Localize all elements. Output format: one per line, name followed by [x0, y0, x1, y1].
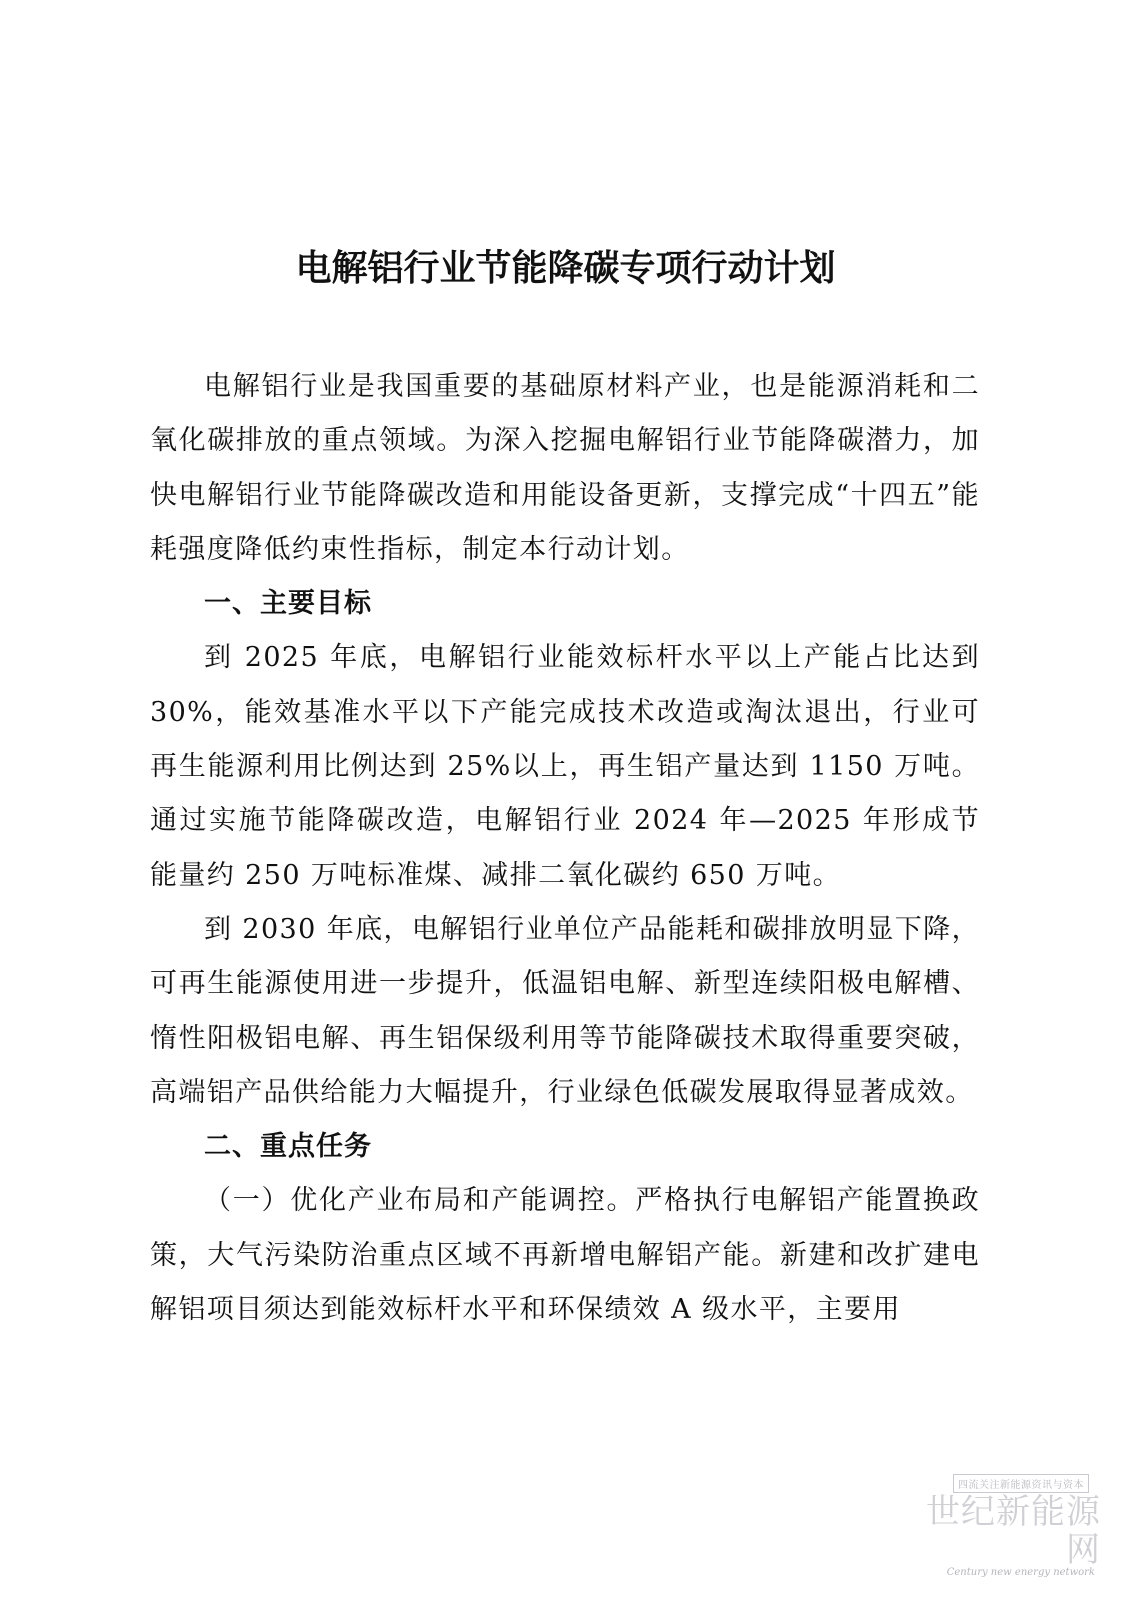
task-1-text: 严格执行电解铝产能置换政策，大气污染防治重点区域不再新增电解铝产能。新建和改扩建电解铝项目须达到能效标杆水平和环保绩效 A 级水平，主要用	[150, 1185, 980, 1326]
intro-paragraph: 电解铝行业是我国重要的基础原材料产业，也是能源消耗和二氧化碳排放的重点领域。为深入挖掘电解铝行业节能降碳潜力，加快电解铝行业节能降碳改造和用能设备更新，支撑完成“十四五”能耗强度降低约束性指标，制定本行动计划。	[150, 371, 980, 565]
task-1-paragraph	[150, 1174, 980, 1337]
task-1-lead: （一）优化产业布局和产能调控。	[204, 1185, 636, 1217]
watermark-tagline: 四流关注新能源资讯与资本	[953, 1474, 1089, 1493]
watermark-english-name: Century new energy network	[946, 1567, 1095, 1578]
section-heading-key-tasks: 二、重点任务	[204, 1131, 372, 1163]
goal-2030-paragraph: 到 2030 年底，电解铝行业单位产品能耗和碳排放明显下降，可再生能源使用进一步提升，低温铝电解、新型连续阳极电解槽、惰性阳极铝电解、再生铝保级利用等节能降碳技术取得重要突破，高端铝产品供给能力大幅提升，行业绿色低碳发展取得显著成效。	[150, 913, 980, 1108]
section-heading-main-goals: 一、主要目标	[204, 588, 372, 620]
watermark-site-name: 世纪新能源网	[926, 1492, 1101, 1570]
goal-2025-paragraph: 到 2025 年底，电解铝行业能效标杆水平以上产能占比达到 30%，能效基准水平以下产能完成技术改造或淘汰退出，行业可再生能源利用比例达到 25%以上，再生铝产量达到 1150 万吨。通过实施节能降碳改造，电解铝行业 2024 年—2025 年形成节能量约 250 万吨标准煤、减排二氧化碳约 650 万吨。	[150, 642, 980, 891]
site-watermark	[921, 1473, 1101, 1578]
document-body	[150, 360, 980, 1337]
document-title: 电解铝行业节能降碳专项行动计划	[295, 247, 836, 289]
